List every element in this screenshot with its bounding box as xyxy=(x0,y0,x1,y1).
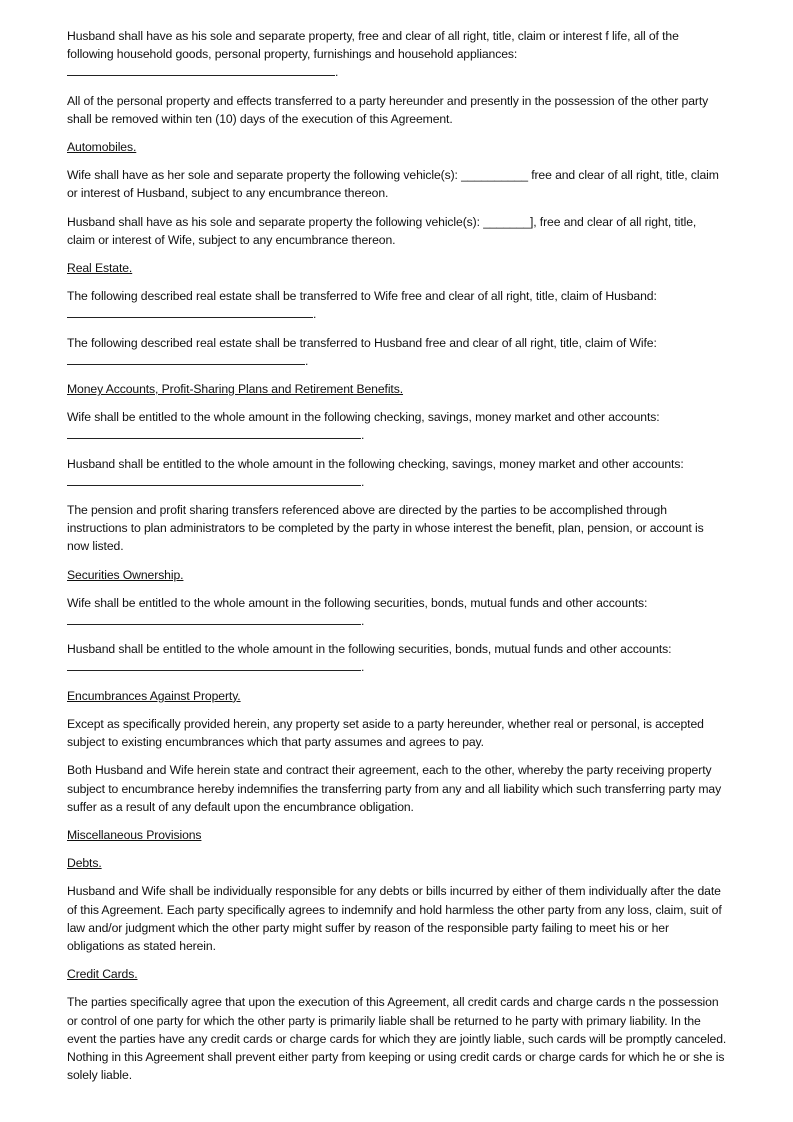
real-estate-heading xyxy=(67,259,727,277)
money-wife-end: . xyxy=(361,428,365,443)
pension-paragraph: The pension and profit sharing transfers referenced above are directed by the parties to be accomplished through instructions to plan administrators to be completed by the party in whose interest the benefit, plan, pension, or account is now listed. xyxy=(67,503,704,554)
wife-vehicles-blank: __________ xyxy=(461,168,528,183)
securities-wife-blank xyxy=(67,612,361,625)
encumbrances-paragraph-1: Except as specifically provided herein, any property set aside to a party hereunder, whether real or personal, is accepted subject to existing encumbrances which that party assumes and agrees to pay. xyxy=(67,716,704,750)
securities-husband-blank xyxy=(67,658,361,671)
real-estate-wife-blank xyxy=(67,305,313,318)
automobiles-heading xyxy=(67,138,727,156)
husband-vehicles-text-end: ], free and clear of all right, title, claim or interest of Wife, subject to any encumbrance thereon. xyxy=(67,214,697,247)
credit-cards-heading xyxy=(67,965,727,983)
removal-paragraph: All of the personal property and effects transferred to a party hereunder and presently in the possession of the other party shall be removed within ten (10) days of the execution of this Agreement. xyxy=(67,93,709,126)
encumbrances-heading-text: Encumbrances Against Property. xyxy=(67,688,241,703)
money-husband-text: Husband shall be entitled to the whole amount in the following checking, savings, money market and other accounts: xyxy=(67,456,684,471)
household-goods-paragraph xyxy=(67,27,727,82)
real-estate-heading-text: Real Estate. xyxy=(67,261,133,276)
money-accounts-heading-text: Money Accounts, Profit-Sharing Plans and Retirement Benefits. xyxy=(67,382,404,397)
debts-heading xyxy=(67,854,727,872)
miscellaneous-heading-text: Miscellaneous Provisions xyxy=(67,827,202,842)
securities-heading-text: Securities Ownership. xyxy=(67,567,184,582)
wife-vehicles-text-end: free and clear of all right, title, claim or interest of Husband, subject to any encumbrance thereon. xyxy=(67,168,719,201)
credit-cards-heading-text: Credit Cards. xyxy=(67,967,138,982)
money-wife-blank xyxy=(67,426,361,439)
securities-husband-end: . xyxy=(361,660,365,675)
money-husband-end: . xyxy=(361,474,365,489)
debts-paragraph: Husband and Wife shall be individually responsible for any debts or bills incurred by either of them individually after the date of this Agreement. Each party specifically agrees to indemnify and hold harmless the other party from any loss, claim, suit of law and/or judgment which the other party might suffer by reason of the responsible party failing to meet his or her obligations as stated herein. xyxy=(67,884,722,953)
money-wife-text: Wife shall be entitled to the whole amount in the following checking, savings, money market and other accounts: xyxy=(67,410,660,425)
debts-heading-text: Debts. xyxy=(67,856,102,871)
household-goods-blank xyxy=(67,63,335,76)
automobiles-heading-text: Automobiles. xyxy=(67,140,137,155)
wife-vehicles-paragraph xyxy=(67,166,727,202)
real-estate-husband-blank xyxy=(67,352,305,365)
securities-wife-paragraph xyxy=(67,594,727,630)
securities-heading xyxy=(67,566,727,584)
real-estate-husband-end: . xyxy=(305,353,309,368)
encumbrances-heading xyxy=(67,687,727,705)
wife-vehicles-text: Wife shall have as her sole and separate property the following vehicle(s): xyxy=(67,168,462,183)
real-estate-husband-text: The following described real estate shall be transferred to Husband free and clear of all right, title, claim of Wife: xyxy=(67,335,657,350)
husband-vehicles-text: Husband shall have as his sole and separate property the following vehicle(s): xyxy=(67,214,484,229)
money-wife-paragraph xyxy=(67,408,727,444)
real-estate-wife-end: . xyxy=(313,307,317,322)
household-goods-text: Husband shall have as his sole and separate property, free and clear of all right, title, claim or interest f life, all of the following household goods, personal property, furnishings and household appliances: xyxy=(67,29,679,62)
securities-husband-paragraph xyxy=(67,640,727,676)
husband-vehicles-blank: _______ xyxy=(483,214,530,229)
husband-vehicles-paragraph xyxy=(67,213,727,249)
real-estate-wife-paragraph xyxy=(67,287,727,323)
securities-wife-text: Wife shall be entitled to the whole amount in the following securities, bonds, mutual funds and other accounts: xyxy=(67,595,648,610)
real-estate-husband-paragraph xyxy=(67,334,727,370)
encumbrances-paragraph-2: Both Husband and Wife herein state and contract their agreement, each to the other, whereby the party receiving property subject to encumbrance hereby indemnifies the transferring party from any and all liability which such transferring party may suffer as a result of any default upon the encumbrance obligation. xyxy=(67,763,722,814)
securities-husband-text: Husband shall be entitled to the whole amount in the following securities, bonds, mutual funds and other accounts: xyxy=(67,642,672,657)
money-husband-paragraph xyxy=(67,455,727,491)
credit-cards-paragraph: The parties specifically agree that upon the execution of this Agreement, all credit cards and charge cards n the possession or control of one party for which the other party is primarily liable shall be returned to he party with primary liability. In the event the parties have any credit cards or charge cards for which they are jointly liable, such cards will be promptly canceled. Nothing in this Agreement shall prevent either party from keeping or using credit cards or charge cards for which he or she is solely liable. xyxy=(67,995,727,1083)
household-goods-end: . xyxy=(335,65,339,80)
miscellaneous-heading xyxy=(67,826,727,844)
securities-wife-end: . xyxy=(361,614,365,629)
money-accounts-heading xyxy=(67,380,727,398)
money-husband-blank xyxy=(67,473,361,486)
real-estate-wife-text: The following described real estate shall be transferred to Wife free and clear of all right, title, claim of Husband: xyxy=(67,289,657,304)
